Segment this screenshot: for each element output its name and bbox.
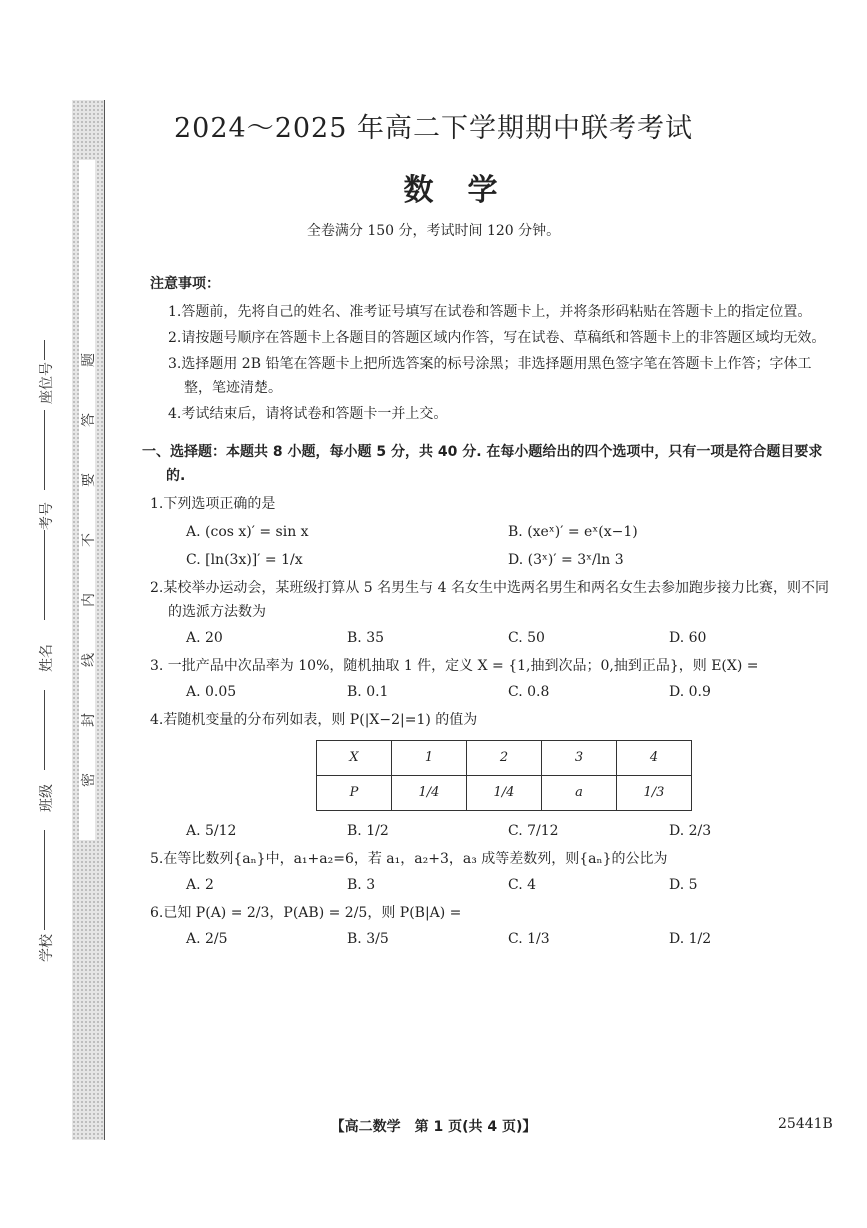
option-c[interactable]: C. 1/3 — [508, 931, 550, 947]
option-b[interactable]: B. 1/2 — [347, 823, 389, 839]
option-a[interactable]: A. 0.05 — [186, 684, 237, 700]
table-cell: 1/4 — [467, 776, 542, 811]
option-a[interactable]: A. (cos x)′ = sin x — [186, 524, 309, 540]
table-cell: X — [317, 741, 392, 776]
seal-char: 密 — [81, 773, 97, 787]
score-info: 全卷满分 150 分，考试时间 120 分钟。 — [306, 223, 561, 239]
option-b[interactable]: B. 3 — [347, 877, 376, 893]
binding-inner — [79, 160, 95, 840]
option-c[interactable]: C. 0.8 — [508, 684, 550, 700]
exam-title: 2024～2025 年高二下学期期中联考考试 — [173, 113, 693, 144]
question-2 — [150, 576, 830, 650]
subject-title: 数学 — [403, 173, 532, 208]
table-cell: 1/3 — [617, 776, 692, 811]
exam-content — [142, 272, 830, 951]
seat-number-field-line[interactable] — [44, 340, 45, 360]
option-d[interactable]: D. 1/2 — [669, 931, 712, 947]
option-d[interactable]: D. 5 — [669, 877, 698, 893]
table-cell: a — [542, 776, 617, 811]
question-stem: 6.已知 P(A) = 2/3，P(AB) = 2/5，则 P(B|A) = — [150, 905, 462, 921]
note-item: 2.请按题号顺序在答题卡上各题目的答题区域内作答，写在试卷、草稿纸和答题卡上的非答题区域均无效。 — [168, 330, 826, 346]
name-field-line[interactable] — [44, 530, 45, 620]
seal-char: 题 — [81, 353, 97, 367]
notes-heading: 注意事项： — [150, 276, 220, 292]
question-3 — [150, 654, 830, 704]
class-field-line[interactable] — [44, 690, 45, 770]
option-d[interactable]: D. (3ˣ)′ = 3ˣ/ln 3 — [508, 552, 624, 568]
seal-char: 要 — [81, 473, 97, 487]
option-a[interactable]: A. 20 — [186, 630, 223, 646]
note-item: 4.考试结束后，请将试卷和答题卡一并上交。 — [168, 406, 448, 422]
option-a[interactable]: A. 5/12 — [186, 823, 237, 839]
option-c[interactable]: C. 4 — [508, 877, 537, 893]
option-d[interactable]: D. 60 — [669, 630, 707, 646]
paper-code: 25441B — [778, 1116, 833, 1132]
table-row — [317, 776, 692, 811]
seat-number-label: 座位号 — [39, 362, 55, 404]
seal-char: 答 — [81, 413, 97, 427]
question-1 — [150, 492, 830, 572]
seal-char: 封 — [81, 713, 97, 727]
page-footer: 【高二数学 第 1 页(共 4 页)】 — [330, 1119, 537, 1135]
seal-char: 不 — [81, 533, 97, 547]
table-cell: P — [317, 776, 392, 811]
option-b[interactable]: B. 35 — [347, 630, 385, 646]
option-a[interactable]: A. 2/5 — [186, 931, 228, 947]
note-item: 1.答题前，先将自己的姓名、准考证号填写在试卷和答题卡上，并将条形码粘贴在答题卡上的指定位置。 — [168, 304, 812, 320]
table-cell: 1/4 — [392, 776, 467, 811]
option-d[interactable]: D. 0.9 — [669, 684, 711, 700]
question-stem: 4.若随机变量的分布列如表，则 P(|X−2|=1) 的值为 — [150, 712, 478, 728]
option-b[interactable]: B. 3/5 — [347, 931, 389, 947]
option-c[interactable]: C. [ln(3x)]′ = 1/x — [186, 552, 303, 568]
question-stem: 1.下列选项正确的是 — [150, 496, 276, 512]
table-cell: 2 — [467, 741, 542, 776]
class-label: 班级 — [39, 784, 55, 812]
distribution-table — [316, 740, 692, 811]
question-4 — [150, 708, 830, 843]
option-c[interactable]: C. 7/12 — [508, 823, 559, 839]
binding-line — [104, 100, 105, 1140]
note-item: 3.选择题用 2B 铅笔在答题卡上把所选答案的标号涂黑；非选择题用黑色签字笔在答题卡上作答；字体工整，笔迹清楚。 — [168, 356, 812, 396]
question-stem: 5.在等比数列{aₙ}中，a₁+a₂=6，若 a₁，a₂+3，a₃ 成等差数列，则{aₙ}的公比为 — [150, 851, 668, 867]
option-b[interactable]: B. 0.1 — [347, 684, 389, 700]
table-cell: 3 — [542, 741, 617, 776]
exam-number-field-line[interactable] — [44, 410, 45, 490]
section-heading: 一、选择题：本题共 8 小题，每小题 5 分，共 40 分. 在每小题给出的四个选项中，只有一项是符合题目要求的. — [142, 444, 823, 484]
option-b[interactable]: B. (xeˣ)′ = eˣ(x−1) — [508, 524, 638, 540]
option-d[interactable]: D. 2/3 — [669, 823, 712, 839]
table-cell: 1 — [392, 741, 467, 776]
name-label: 姓名 — [39, 644, 55, 672]
school-label: 学校 — [39, 934, 55, 962]
option-c[interactable]: C. 50 — [508, 630, 545, 646]
seal-char: 内 — [81, 593, 97, 607]
exam-number-label: 考号 — [39, 502, 55, 530]
question-5 — [150, 847, 830, 897]
question-6 — [150, 901, 830, 951]
option-a[interactable]: A. 2 — [186, 877, 214, 893]
table-cell: 4 — [617, 741, 692, 776]
table-row — [317, 741, 692, 776]
question-stem: 2.某校举办运动会，某班级打算从 5 名男生与 4 名女生中选两名男生和两名女生去参加跑步接力比赛，则不同的选派方法数为 — [150, 580, 829, 620]
seal-char: 线 — [81, 653, 97, 667]
school-field-line[interactable] — [44, 830, 45, 930]
question-stem: 3. 一批产品中次品率为 10%，随机抽取 1 件，定义 X = {1,抽到次品；0,抽到正品}，则 E(X) = — [150, 658, 759, 674]
